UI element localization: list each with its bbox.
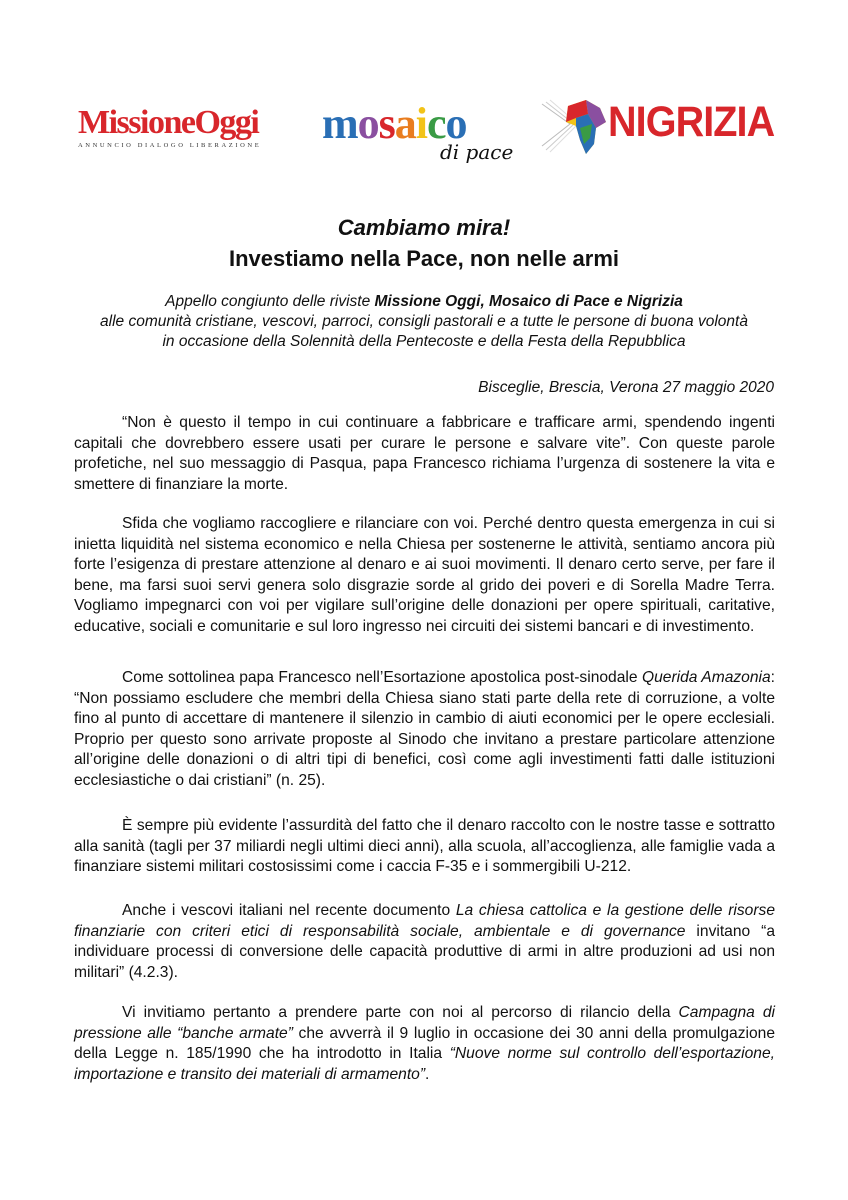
paragraph-6-text: Vi invitiamo pertanto a prendere parte con noi al percorso di rilancio della [122,1004,679,1021]
mosaico-letter: s [378,99,395,148]
paragraph-6-end: . [425,1065,430,1083]
nigrizia-wordmark: NIGRIZIA [608,98,775,146]
mosaico-letter: o [357,99,379,148]
paragraph-5 [74,901,775,983]
paragraph-2: Sfida che vogliamo raccogliere e rilanciare con voi. Perché dentro questa emergenza in cui si inietta liquidità nel sistema economico e nella Chiesa per sostenerne le attività, sentiamo ancora più forte l’esigenza di prestare attenzione al denaro e ai suoi movimenti. Il denaro certo serve, per fare il bene, ma farsi suoi servi genera solo disgrazie sorde al grido dei poveri e di Sorella Madre Terra. Vogliamo impegnarci con voi per vigilare sull’origine delle donazioni per opere spirituali, caritative, educative, sociali e comunitarie e sul loro ingresso nei circuiti dei sistemi bancari e di investimento. [74,515,775,635]
campaign-name: Campagna di pressione alle “banche armate” [74,1004,775,1042]
cei-document-title: La chiesa cattolica e la gestione delle risorse finanziarie con criteri etici di responsabilità sociale, ambientale e di governance [74,902,775,940]
paragraph-3-quote: : “Non possiamo escludere che membri della Chiesa siano stati parte della rete di corruzione, a volte fino al punto di accettare di mantenere il silenzio in cambio di aiuti economici per le opere ecclesiali. Proprio per questo sono arrivate proposte al Sinodo che invitano a prestare particolare attenzione all’origine delle donazioni o di altri tipi di benefici, così come agli investimenti fatti dalle istituzioni ecclesiastiche o dai cristiani” (n. 25). [74,669,775,789]
mosaico-letter: a [394,99,416,148]
missione-oggi-logo [78,106,261,149]
paragraph-5-quote: invitano “a individuare processi di conversione delle capacità produttive di armi in altre produzioni ad usi non militari” (4.2.3). [74,922,775,981]
mosaico-di-pace-logo [322,99,522,164]
page-title-line2: Investiamo nella Pace, non nelle armi [228,246,620,271]
paragraph-4: È sempre più evidente l’assurdità del fatto che il denaro raccolto con le nostre tasse e sottratto alla sanità (tagli per 37 miliardi negli ultimi dieci anni), alla scuola, all’accoglienza, alle famiglie vada a finanziare sistemi militari costosissimi come i caccia F-35 e i sommergibili U-212. [74,817,775,876]
appeal-line1 [0,292,848,312]
appeal-line1-text: Appello congiunto delle riviste [165,293,375,310]
missione-oggi-tagline: ANNUNCIO DIALOGO LIBERAZIONE [78,142,262,149]
missione-oggi-wordmark: MissioneOggi [78,104,259,141]
mosaico-letter: c [427,99,446,148]
paragraph-3 [74,668,775,792]
paragraph-6 [74,1003,775,1085]
paragraph-6-middle: che avverrà il 9 luglio in occasione dei 30 anni della promulgazione della Legge n. 185/1990 che ha introdotto in Italia [74,1024,775,1063]
africa-map-icon [540,94,610,158]
mosaico-letter: o [445,99,467,148]
mosaico-subtitle: di pace [440,140,514,164]
nigrizia-logo [540,94,775,163]
mosaico-letter: m [322,99,358,148]
page-title-line1: Cambiamo mira! [337,215,511,240]
paragraph-1: “Non è questo il tempo in cui continuare a fabbricare e trafficare armi, spendendo ingenti capitali che dovrebbero essere usati per curare le persone e salvare vite”. Con queste parole profetiche, nel suo messaggio di Pasqua, papa Francesco richiama l’urgenza di sostenere la vita e smettere di finanziare la morte. [74,414,775,493]
appeal-line2: alle comunità cristiane, vescovi, parroci, consigli pastorali e a tutte le persone di buona volontà [100,313,748,330]
paragraph-5-text: Anche i vescovi italiani nel recente documento [122,902,456,919]
dateline: Bisceglie, Brescia, Verona 27 maggio 2020 [478,379,774,396]
header-logos [0,88,848,178]
appeal-subtitle [0,292,848,352]
appeal-magazines: Missione Oggi, Mosaico di Pace e Nigrizia [374,293,683,310]
law-title: “Nuove norme sul controllo dell’esportazione, importazione e transito dei materiali di armamento” [74,1045,775,1083]
paragraph-3-text: Come sottolinea papa Francesco nell’Esortazione apostolica post-sinodale [122,669,642,686]
mosaico-letter: i [415,99,428,148]
querida-amazonia-title: Querida Amazonia [641,669,771,686]
appeal-line3: in occasione della Solennità della Pentecoste e della Festa della Repubblica [162,333,686,350]
